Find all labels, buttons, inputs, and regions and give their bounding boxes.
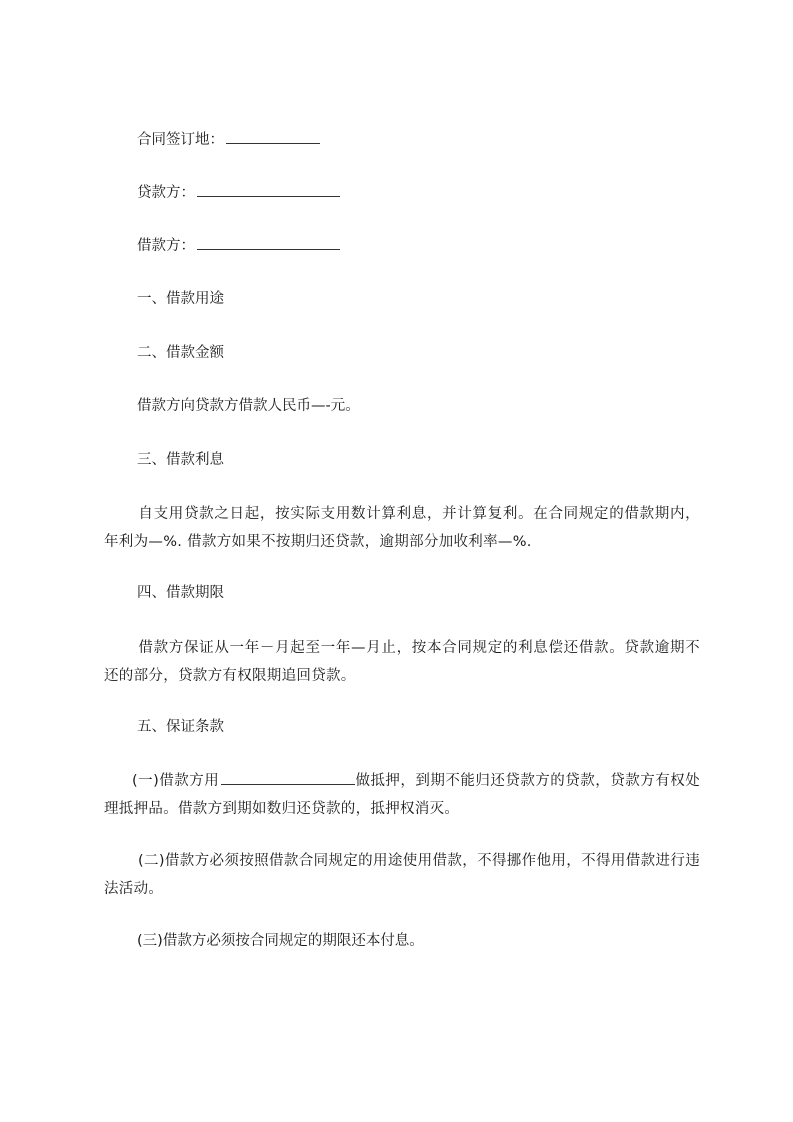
section-3-body [104, 500, 700, 556]
section-2-body: 借款方向贷款方借款人民币—-元。 [137, 398, 360, 414]
section-5-item-1-prefix: (一)借款方用 [132, 773, 220, 789]
section-5-item-2 [104, 847, 700, 903]
collateral-blank [221, 783, 355, 785]
borrower-blank [197, 248, 340, 250]
lender-field [137, 186, 340, 201]
section-5-item-1 [104, 767, 700, 823]
borrower-field [137, 239, 340, 254]
lender-label: 贷款方： [137, 185, 195, 201]
section-4-text: 借款方保证从一年－月起至一年—月止，按本合同规定的利息偿还借款。贷款逾期不还的部分，贷款方有权限期追回贷款。 [104, 640, 700, 684]
section-5-item-2-text: (二)借款方必须按照借款合同规定的用途使用借款，不得挪作他用，不得用借款进行违法活动。 [104, 853, 700, 897]
section-5-title: 五、保证条款 [137, 719, 224, 735]
signing-place-label: 合同签订地： [137, 132, 224, 148]
section-3-title: 三、借款利息 [137, 452, 224, 468]
section-3-text: 自支用贷款之日起，按实际支用数计算利息，并计算复利。在合同规定的借款期内，年利为—%. 借款方如果不按期归还贷款，逾期部分加收利率—%. [104, 506, 700, 550]
section-5-item-1-suffix: 做抵押，到期不能归还贷款方的贷款，贷款方有权处理抵押品。借款方到期如数归还贷款的，抵押权消灭。 [104, 773, 700, 817]
signing-place-field [137, 133, 320, 148]
borrower-label: 借款方： [137, 238, 195, 254]
section-4-title: 四、借款期限 [137, 585, 224, 601]
section-4-body [104, 634, 700, 690]
section-1-title: 一、借款用途 [137, 291, 224, 307]
section-5-item-3: (三)借款方必须按合同规定的期限还本付息。 [137, 933, 424, 949]
signing-place-blank [226, 142, 320, 144]
section-2-title: 二、借款金额 [137, 345, 224, 361]
lender-blank [197, 195, 340, 197]
